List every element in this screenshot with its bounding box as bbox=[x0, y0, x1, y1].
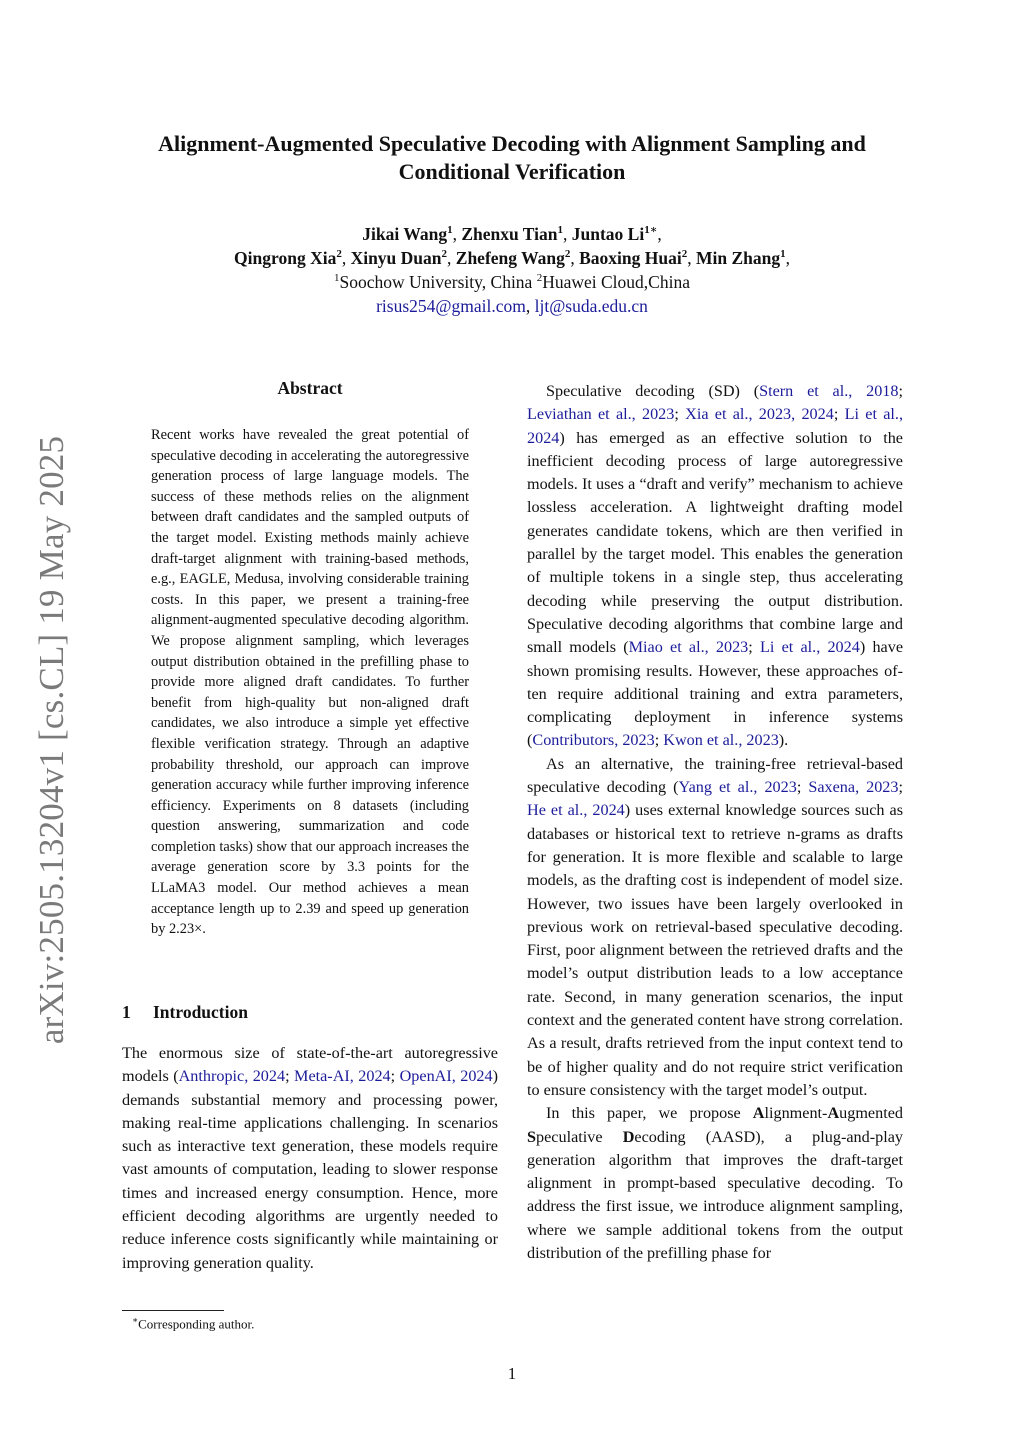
author-name: Zhefeng Wang bbox=[455, 248, 565, 268]
citation-link[interactable]: Xia et al., 2023, 2024 bbox=[685, 405, 834, 424]
abstract-heading: Abstract bbox=[277, 378, 343, 398]
citation-link[interactable]: Anthropic, 2024 bbox=[178, 1067, 286, 1086]
author-name: Zhenxu Tian bbox=[461, 224, 558, 244]
citation-link[interactable]: OpenAI, 2024 bbox=[399, 1067, 493, 1086]
citation-link[interactable]: Leviathan et al., 2023 bbox=[527, 405, 675, 424]
affiliations: $^1$Soochow University, China $^2$Huawei Cloud,China bbox=[334, 272, 690, 292]
email-line: risus254@gmail.com, ljt@suda.edu.cn bbox=[376, 296, 648, 316]
title-line-1: Alignment-Augmented Speculative Decoding with Alignment Sampling and bbox=[158, 131, 866, 156]
paper-title bbox=[110, 130, 914, 186]
page-number: 1 bbox=[507, 1364, 517, 1383]
intro-left-paragraph: The enormous size of state-of-the-art autoregressive models (Anthropic, 2024; Meta-AI, 2024; OpenAI, 2024) demands substantial memory and processing power, making real-time applications challenging. In scenarios such as interactive text generation, these models require vast amounts of computation, leading to slower response times and increased energy consumption. Hence, more efficient decoding algorithms are urgently needed to reduce inference costs significantly while maintaining or improving generation quality. bbox=[122, 1044, 499, 1272]
citation-link[interactable]: Li et al., 2024 bbox=[760, 638, 860, 657]
email-link[interactable]: ljt@suda.edu.cn bbox=[534, 296, 648, 316]
citation-link[interactable]: Kwon et al., 2023 bbox=[663, 731, 779, 750]
author-name: Baoxing Huai bbox=[579, 248, 682, 268]
citation-link[interactable]: He et al., 2024 bbox=[527, 801, 625, 820]
intro-paragraph-retrieval: As an alternative, the training-free retrieval-based speculative decoding (Yang et al., 2023; Saxena, 2023; He et al., 2024) uses external knowledge sources such as databases or historical text to retrieve n-grams as drafts for generation. It is more flexible and scalable to large models, as the drafting cost is independent of model size. However, two issues have been largely overlooked in previous work on retrieval-based speculative decoding. First, poor alignment between the retrieved drafts and the model’s output distribution leads to a low acceptance rate. Second, in many generation scenarios, the input context and the generated content have strong correlation. As a result, drafts retrieved from the input context tend to be of higher quality and do not require strict verification to ensure consistency with the target model’s output. bbox=[527, 754, 903, 1099]
author-name: Xinyu Duan bbox=[350, 248, 442, 268]
intro-paragraph-speculative-decoding: Speculative decoding (SD) (Stern et al., 2018; Leviathan et al., 2023; Xia et al., 2023, 2024; Li et al., 2024) has emerged as an effective solution to the inefficient decoding process of large autoregressive models. It uses a “draft and verify” mechanism to achieve lossless acceleration. A lightweight drafting model generates candidate tokens, which are then verified in parallel by the target model. This enables the generation of multiple tokens in a single step, thus accelerating decoding while preserving the output distribution. Speculative decoding algorithms that combine large and small models (Miao et al., 2023; Li et al., 2024) have shown promising results. However, these approaches often require additional training and extra parameters, complicating deployment in inference systems (Contributors, 2023; Kwon et al., 2023). bbox=[527, 382, 904, 750]
section-heading-introduction: 1 Introduction bbox=[122, 1002, 248, 1022]
citation-link[interactable]: Li et al., 2024 bbox=[527, 405, 904, 447]
citation-link[interactable]: Meta-AI, 2024 bbox=[294, 1067, 391, 1086]
footnote-divider bbox=[122, 1310, 224, 1311]
footnote: ∗Corresponding author. bbox=[132, 1315, 255, 1332]
author-line-1: Jikai Wang$^1$, Zhenxu Tian$^1$, Juntao $Li^{1∗}$, bbox=[362, 224, 662, 244]
citation-link[interactable]: Saxena, 2023 bbox=[808, 778, 899, 797]
title-line-2: Conditional Verification bbox=[398, 159, 626, 184]
author-block bbox=[110, 222, 914, 318]
citation-link[interactable]: Contributors, 2023 bbox=[532, 731, 655, 750]
author-name: Juntao Li bbox=[571, 224, 645, 244]
intro-right-column bbox=[527, 380, 903, 1265]
citation-link[interactable]: Yang et al., 2023 bbox=[678, 778, 797, 797]
citation-link[interactable]: Miao et al., 2023 bbox=[628, 638, 749, 657]
intro-paragraph-aasd: In this paper, we propose Alignment-Augmented Speculative Decoding (AASD), a plug-and-play generation algorithm that improves the draft-target alignment in prompt-based speculative decoding. To address the first issue, we introduce alignment sampling, where we sample additional tokens from the output distribution of the prefilling phase for bbox=[527, 1104, 903, 1262]
email-link[interactable]: risus254@gmail.com bbox=[376, 296, 526, 316]
author-name: Qingrong Xia bbox=[234, 248, 337, 268]
citation-link[interactable]: Stern et al., 2018 bbox=[759, 382, 899, 400]
author-name: Min Zhang bbox=[695, 248, 781, 268]
arxiv-identifier-stamp: arXiv:2505.13204v1 [cs.CL] 19 May 2025 bbox=[32, 435, 71, 1045]
abstract-text: Recent works have revealed the great potential of speculative decoding in accelerating the autoregressive generation process of large language models. The success of these methods relies on the alignment between draft candidates and the sampled outputs of the target model. Existing methods mainly achieve draft-target alignment with training-based methods, e.g., EAGLE, Medusa, involving considerable training costs. In this paper, we present a training-free alignment-augmented speculative decoding algorithm. We propose alignment sampling, which leverages output distribution obtained in the prefilling phase to provide more aligned draft candidates. To further benefit from high-quality but non-aligned draft candidates, we also introduce a simple yet effective flexible verification strategy. Through an adaptive probability threshold, our approach can improve generation accuracy while further improving inference efficiency. Experiments on 8 datasets (including question answering, summarization and code completion tasks) show that our approach increases the average generation score by 3.3 points for the LLaMA3 model. Our method achieves a mean acceptance length up to 2.39 and speed up generation by 2.23×. bbox=[151, 427, 469, 938]
author-name: Jikai Wang bbox=[362, 224, 448, 244]
author-line-2: Qingrong Xia$^2$, Xinyu Duan$^2$, Zhefeng Wang$^2$, Baoxing Huai$^2$, Min Zhang$^1$, bbox=[234, 248, 790, 268]
